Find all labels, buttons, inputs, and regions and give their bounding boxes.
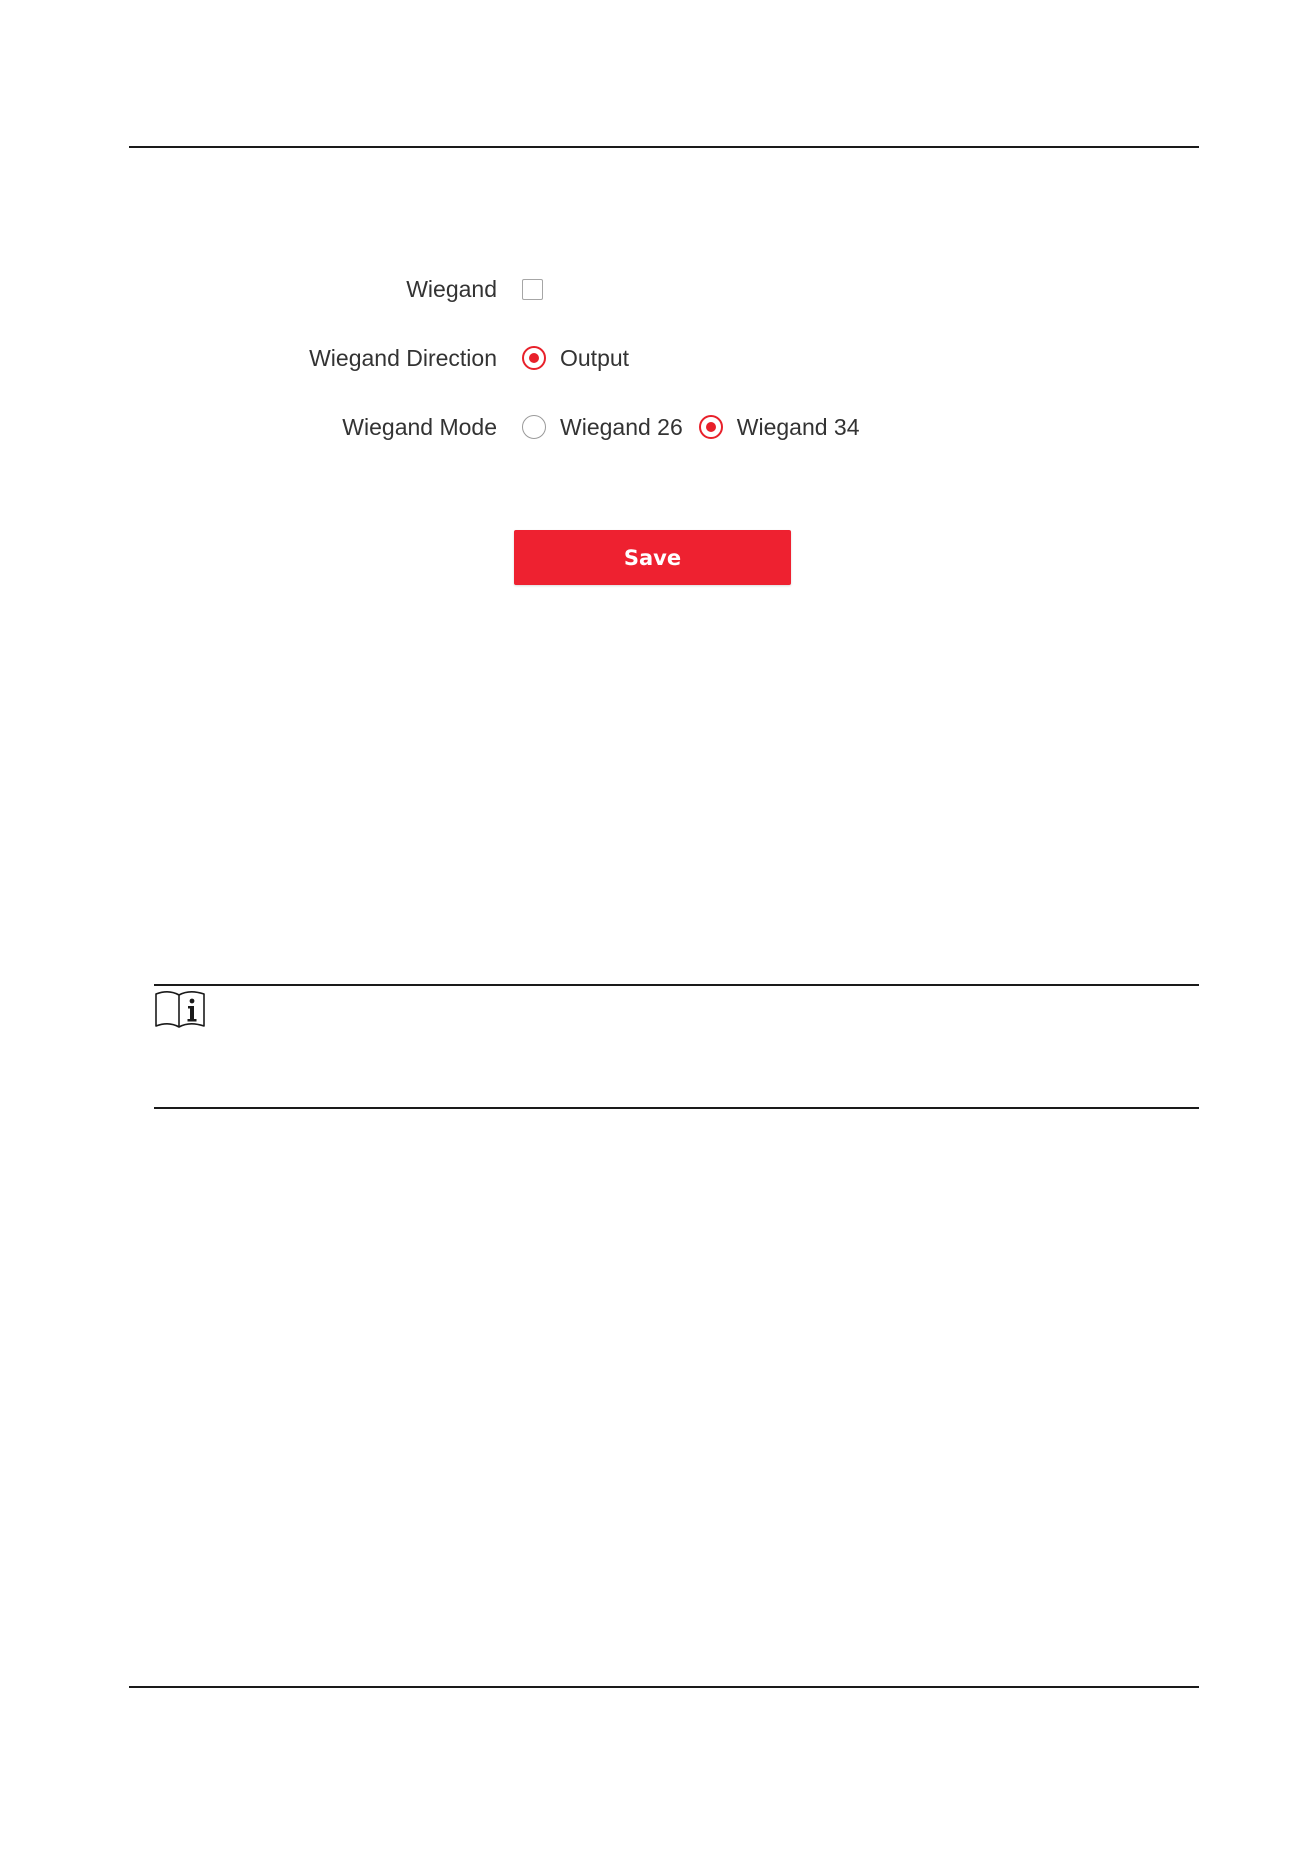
wiegand-direction-row xyxy=(0,341,1313,375)
wiegand-mode-row xyxy=(0,410,1313,444)
mode-wiegand-34-label[interactable]: Wiegand 34 xyxy=(736,413,860,440)
mode-wiegand-26-radio[interactable] xyxy=(522,415,546,439)
wiegand-mode-control xyxy=(522,414,862,441)
mode-option-wiegand-26[interactable] xyxy=(522,414,683,441)
wiegand-direction-control xyxy=(522,345,631,372)
wiegand-label: Wiegand xyxy=(406,275,497,302)
note-book-info-icon xyxy=(154,990,206,1028)
wiegand-control xyxy=(522,279,543,300)
wiegand-row xyxy=(0,272,1313,306)
direction-option-output[interactable] xyxy=(522,345,629,372)
note-bottom-rule xyxy=(154,1107,1199,1109)
wiegand-checkbox[interactable] xyxy=(522,279,543,300)
mode-option-wiegand-34[interactable] xyxy=(699,414,860,441)
header-rule xyxy=(129,146,1199,148)
note-top-rule xyxy=(154,984,1199,986)
mode-wiegand-26-label[interactable]: Wiegand 26 xyxy=(560,413,683,440)
mode-wiegand-34-radio[interactable] xyxy=(699,415,723,439)
wiegand-mode-label: Wiegand Mode xyxy=(342,413,497,440)
footer-rule xyxy=(129,1686,1199,1688)
save-button[interactable]: Save xyxy=(514,530,791,585)
wiegand-direction-label: Wiegand Direction xyxy=(309,344,497,371)
direction-output-radio[interactable] xyxy=(522,346,546,370)
direction-output-label[interactable]: Output xyxy=(560,344,630,371)
